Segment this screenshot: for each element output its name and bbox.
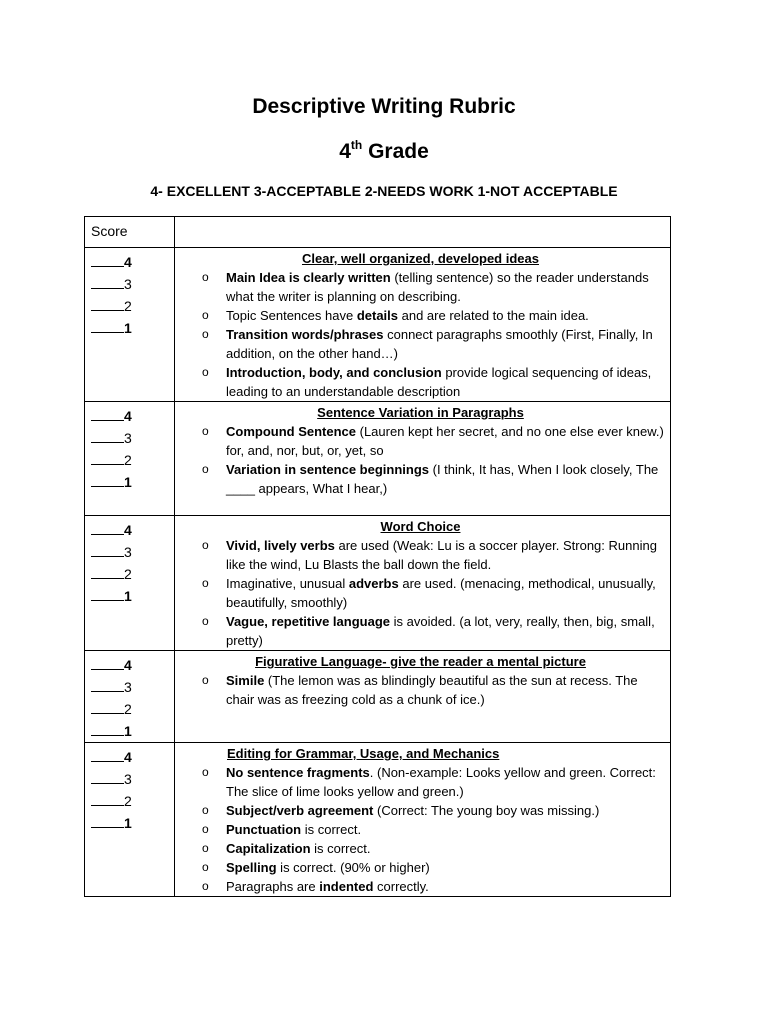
document-title: Descriptive Writing Rubric xyxy=(252,95,516,118)
score-blank xyxy=(91,542,124,557)
score-value: 2 xyxy=(124,566,132,582)
rubric-row xyxy=(85,402,671,516)
criteria-text: (Correct: The young boy was missing.) xyxy=(373,803,600,818)
score-header: Score xyxy=(85,217,175,248)
hollow-bullet-icon: o xyxy=(202,673,209,687)
score-value: 1 xyxy=(124,474,132,490)
criteria-item xyxy=(175,801,666,820)
criteria-text: correctly. xyxy=(373,879,429,894)
score-blank xyxy=(91,564,124,579)
score-value: 4 xyxy=(124,522,132,538)
hollow-bullet-icon: o xyxy=(202,576,209,590)
section-title xyxy=(175,249,666,268)
score-value: 2 xyxy=(124,298,132,314)
criteria-keyword: Spelling xyxy=(226,860,277,875)
score-option xyxy=(91,676,174,698)
score-option xyxy=(91,746,174,768)
score-option xyxy=(91,541,174,563)
hollow-bullet-icon: o xyxy=(202,308,209,322)
criteria-keyword: Vague, repetitive language xyxy=(226,614,390,629)
criteria-list xyxy=(175,671,666,709)
criteria-item xyxy=(175,839,666,858)
score-blank xyxy=(91,747,124,762)
score-option xyxy=(91,698,174,720)
criteria-item xyxy=(175,858,666,877)
score-option xyxy=(91,273,174,295)
criteria-text: and are related to the main idea. xyxy=(398,308,589,323)
criteria-list xyxy=(175,268,666,401)
score-value: 4 xyxy=(124,749,132,765)
score-value: 3 xyxy=(124,430,132,446)
score-value: 3 xyxy=(124,276,132,292)
score-option xyxy=(91,563,174,585)
hollow-bullet-icon: o xyxy=(202,270,209,284)
criteria-list xyxy=(175,422,666,498)
criteria-keyword: Compound Sentence xyxy=(226,424,357,439)
hollow-bullet-icon: o xyxy=(202,327,209,341)
section-title xyxy=(175,517,666,536)
criteria-header xyxy=(175,217,671,248)
criteria-cell xyxy=(175,248,671,402)
criteria-cell xyxy=(175,651,671,743)
criteria-keyword: Simile xyxy=(226,673,265,688)
rubric-row xyxy=(85,516,671,651)
section-title-text: Editing for Grammar, Usage, and Mechanics xyxy=(227,746,500,761)
criteria-keyword: Capitalization xyxy=(226,841,311,856)
score-blank xyxy=(91,791,124,806)
section-title-text: Word Choice xyxy=(380,519,461,534)
score-blank xyxy=(91,721,124,736)
criteria-keyword: Main Idea is clearly written xyxy=(226,270,391,285)
criteria-keyword: Variation in sentence beginnings xyxy=(226,462,429,477)
section-title-text: Figurative Language- xyxy=(255,654,387,669)
criteria-text: is correct. xyxy=(310,841,371,856)
criteria-text: connect paragraphs smoothly (First, Finally, In addition, on the other hand…) xyxy=(226,327,653,361)
score-value: 2 xyxy=(124,701,132,717)
score-blank xyxy=(91,813,124,828)
score-scale: 4- EXCELLENT 3-ACCEPTABLE 2-NEEDS WORK 1-NOT ACCEPTABLE xyxy=(150,183,618,199)
score-blank xyxy=(91,655,124,670)
criteria-text-lead: Imaginative, unusual xyxy=(226,576,349,591)
score-value: 1 xyxy=(124,320,132,336)
score-blank xyxy=(91,428,124,443)
hollow-bullet-icon: o xyxy=(202,765,209,779)
score-blank xyxy=(91,252,124,267)
score-value: 3 xyxy=(124,544,132,560)
score-option xyxy=(91,251,174,273)
criteria-keyword: Vivid, lively verbs xyxy=(226,538,335,553)
score-option xyxy=(91,812,174,834)
criteria-text-lead: Paragraphs are xyxy=(226,879,320,894)
criteria-text: (The lemon was as blindingly beautiful as the sun at recess. The chair was as freezing cold as a chunk of ice.) xyxy=(226,673,638,707)
section-title xyxy=(175,744,666,763)
criteria-text-lead: Topic Sentences have xyxy=(226,308,357,323)
score-blank xyxy=(91,677,124,692)
grade-ordinal: th xyxy=(350,138,363,152)
criteria-text: is correct. (90% or higher) xyxy=(276,860,430,875)
grade-heading xyxy=(0,140,768,164)
score-blank xyxy=(91,296,124,311)
criteria-item xyxy=(175,763,666,801)
criteria-item xyxy=(175,363,666,401)
score-value: 1 xyxy=(124,815,132,831)
criteria-list xyxy=(175,536,666,650)
criteria-keyword: Transition words/phrases xyxy=(226,327,384,342)
score-cell xyxy=(85,248,175,402)
score-value: 4 xyxy=(124,408,132,424)
score-value: 3 xyxy=(124,771,132,787)
rubric-row xyxy=(85,651,671,743)
score-blank xyxy=(91,472,124,487)
hollow-bullet-icon: o xyxy=(202,879,209,893)
criteria-text: (Lauren kept her secret, and no one else ever knew.) for, and, nor, but, or, yet, so xyxy=(226,424,664,458)
score-option xyxy=(91,519,174,541)
criteria-keyword: indented xyxy=(319,879,374,894)
score-value: 2 xyxy=(124,452,132,468)
criteria-keyword: details xyxy=(356,308,398,323)
score-option xyxy=(91,449,174,471)
score-blank xyxy=(91,274,124,289)
score-value: 4 xyxy=(124,254,132,270)
score-option xyxy=(91,405,174,427)
criteria-item xyxy=(175,325,666,363)
rubric-row xyxy=(85,248,671,402)
hollow-bullet-icon: o xyxy=(202,841,209,855)
score-value: 1 xyxy=(124,588,132,604)
hollow-bullet-icon: o xyxy=(202,822,209,836)
criteria-cell xyxy=(175,402,671,516)
criteria-text: (telling sentence) so the reader understands what the writer is planning on describing. xyxy=(226,270,649,304)
criteria-item xyxy=(175,268,666,306)
criteria-item xyxy=(175,671,666,709)
criteria-cell xyxy=(175,516,671,651)
criteria-item xyxy=(175,820,666,839)
hollow-bullet-icon: o xyxy=(202,424,209,438)
criteria-cell xyxy=(175,743,671,897)
score-blank xyxy=(91,769,124,784)
section-title-text: Clear, well organized, developed ideas xyxy=(302,251,539,266)
score-option xyxy=(91,317,174,339)
score-value: 3 xyxy=(124,679,132,695)
criteria-text: provide logical sequencing of ideas, leading to an understandable description xyxy=(226,365,652,399)
section-title-rest: give the reader a mental picture xyxy=(386,654,586,669)
grade-word: Grade xyxy=(368,140,429,163)
hollow-bullet-icon: o xyxy=(202,365,209,379)
hollow-bullet-icon: o xyxy=(202,860,209,874)
section-title xyxy=(175,403,666,422)
score-blank xyxy=(91,586,124,601)
score-option xyxy=(91,295,174,317)
criteria-keyword: No sentence fragments xyxy=(226,765,370,780)
score-cell xyxy=(85,402,175,516)
criteria-text: is avoided. (a lot, very, really, then, big, small, pretty) xyxy=(226,614,655,648)
criteria-item xyxy=(175,460,666,498)
score-value: 2 xyxy=(124,793,132,809)
criteria-item xyxy=(175,574,666,612)
hollow-bullet-icon: o xyxy=(202,614,209,628)
score-blank xyxy=(91,450,124,465)
section-title xyxy=(175,652,666,671)
rubric-table xyxy=(84,216,671,897)
score-value: 4 xyxy=(124,657,132,673)
score-option xyxy=(91,720,174,742)
score-blank xyxy=(91,520,124,535)
grade-number: 4 xyxy=(339,140,351,163)
criteria-text: are used. (menacing, methodical, unusually, beautifully, smoothly) xyxy=(226,576,656,610)
criteria-item xyxy=(175,877,666,896)
criteria-item xyxy=(175,306,666,325)
score-cell xyxy=(85,651,175,743)
score-blank xyxy=(91,318,124,333)
rubric-row xyxy=(85,743,671,897)
section-title-text: Sentence Variation in Paragraphs xyxy=(317,405,524,420)
score-option xyxy=(91,585,174,607)
hollow-bullet-icon: o xyxy=(202,538,209,552)
criteria-keyword: Punctuation xyxy=(226,822,302,837)
criteria-list xyxy=(175,763,666,896)
score-value: 1 xyxy=(124,723,132,739)
score-option xyxy=(91,654,174,676)
table-header-row xyxy=(85,217,671,248)
score-option xyxy=(91,768,174,790)
hollow-bullet-icon: o xyxy=(202,803,209,817)
score-blank xyxy=(91,699,124,714)
criteria-keyword: Subject/verb agreement xyxy=(226,803,374,818)
score-cell xyxy=(85,516,175,651)
criteria-keyword: adverbs xyxy=(348,576,399,591)
score-cell xyxy=(85,743,175,897)
score-option xyxy=(91,471,174,493)
criteria-text: are used (Weak: Lu is a soccer player. Strong: Running like the wind, Lu Blasts the ball down the field. xyxy=(226,538,657,572)
criteria-text: is correct. xyxy=(301,822,362,837)
criteria-text: (I think, It has, When I look closely, The ____ appears, What I hear,) xyxy=(226,462,659,496)
hollow-bullet-icon: o xyxy=(202,462,209,476)
criteria-keyword: Introduction, body, and conclusion xyxy=(226,365,442,380)
score-option xyxy=(91,427,174,449)
score-option xyxy=(91,790,174,812)
score-blank xyxy=(91,406,124,421)
criteria-item xyxy=(175,422,666,460)
criteria-item xyxy=(175,536,666,574)
criteria-text: . (Non-example: Looks yellow and green. Correct: The slice of lime looks yellow and green.) xyxy=(226,765,656,799)
criteria-item xyxy=(175,612,666,650)
